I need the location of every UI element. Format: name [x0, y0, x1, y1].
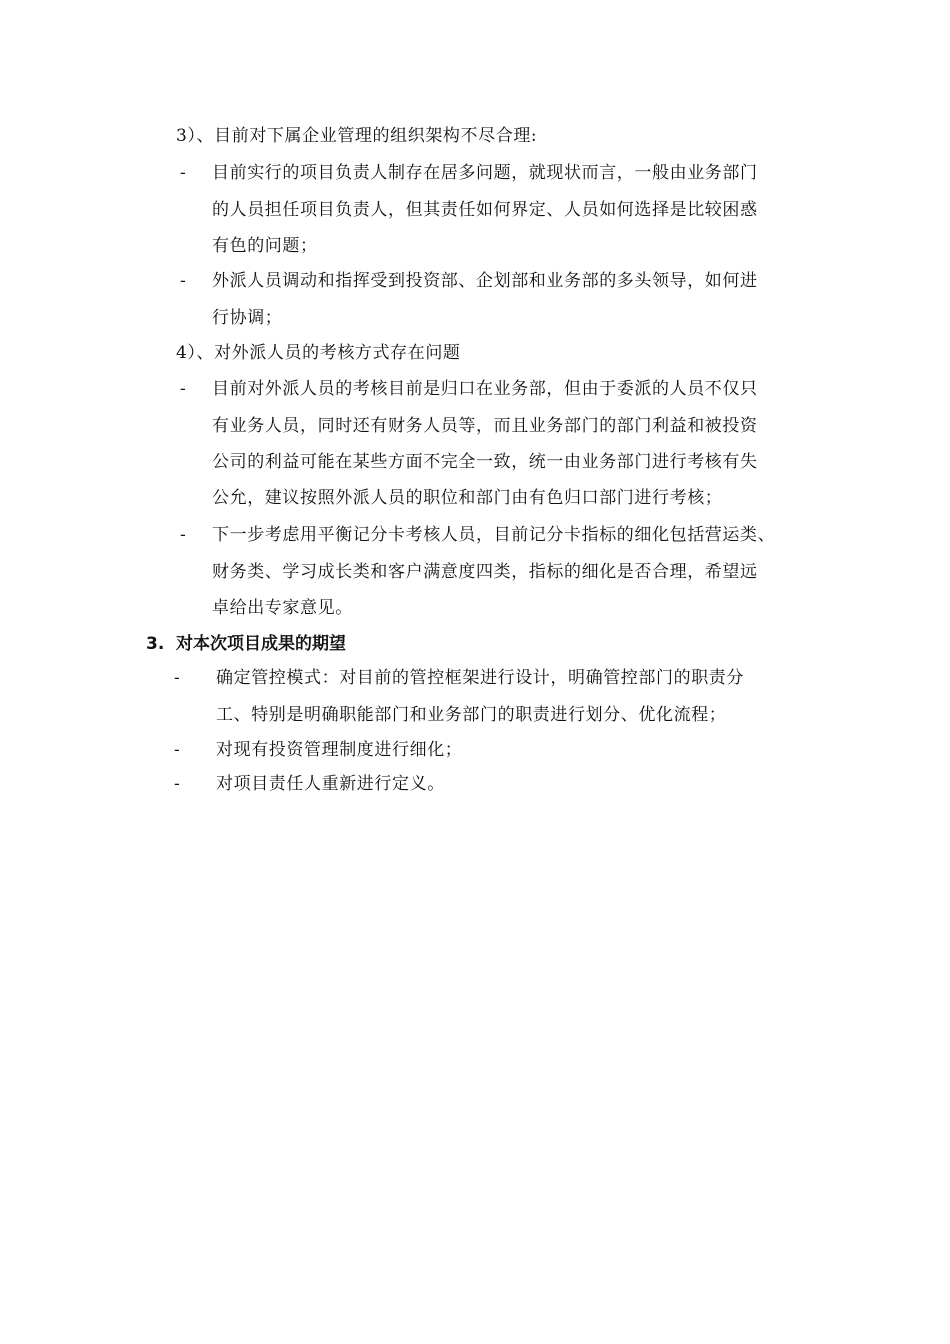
bullet-dash: -	[180, 379, 186, 399]
bullet-text-line: 对项目责任人重新进行定义。	[216, 774, 445, 794]
bullet-text-line: 下一步考虑用平衡记分卡考核人员，目前记分卡指标的细化包括营运类、	[212, 525, 776, 545]
bullet-text-line: 目前对外派人员的考核目前是归口在业务部，但由于委派的人员不仅只	[212, 379, 758, 399]
bullet-text-line: 对现有投资管理制度进行细化；	[216, 740, 463, 760]
bullet-text-line: 行协调；	[212, 308, 283, 328]
bullet-text-line: 外派人员调动和指挥受到投资部、企划部和业务部的多头领导，如何进	[212, 271, 758, 291]
bullet-dash: -	[174, 740, 180, 760]
bullet-dash: -	[174, 774, 180, 794]
bullet-dash: -	[180, 271, 186, 291]
bullet-text-line: 公允，建议按照外派人员的职位和部门由有色归口部门进行考核；	[212, 488, 723, 508]
subsection-heading-3: 3）、目前对下属企业管理的组织架构不尽合理:	[176, 126, 538, 146]
bullet-text-line: 卓给出专家意见。	[212, 598, 353, 618]
bullet-text-line: 财务类、学习成长类和客户满意度四类，指标的细化是否合理，希望远	[212, 562, 758, 582]
section-heading-expectations	[146, 633, 346, 655]
bullet-dash: -	[174, 668, 180, 688]
subsection-heading-4: 4）、对外派人员的考核方式存在问题	[176, 343, 461, 363]
bullet-text-line: 工、特别是明确职能部门和业务部门的职责进行划分、优化流程；	[216, 705, 727, 725]
bullet-text-line: 有业务人员，同时还有财务人员等，而且业务部门的部门利益和被投资	[212, 416, 758, 436]
bullet-text-line: 确定管控模式：对目前的管控框架进行设计，明确管控部门的职责分	[216, 668, 744, 688]
bullet-text-line: 有色的问题；	[212, 236, 318, 256]
bullet-text-line: 目前实行的项目负责人制存在居多问题，就现状而言，一般由业务部门	[212, 163, 758, 183]
section-number: 3.	[146, 634, 165, 654]
bullet-dash: -	[180, 163, 186, 183]
section-title: 对本次项目成果的期望	[176, 634, 346, 654]
bullet-text-line: 的人员担任项目负责人，但其责任如何界定、人员如何选择是比较困惑	[212, 200, 758, 220]
bullet-dash: -	[180, 525, 186, 545]
bullet-text-line: 公司的利益可能在某些方面不完全一致，统一由业务部门进行考核有失	[212, 452, 758, 472]
